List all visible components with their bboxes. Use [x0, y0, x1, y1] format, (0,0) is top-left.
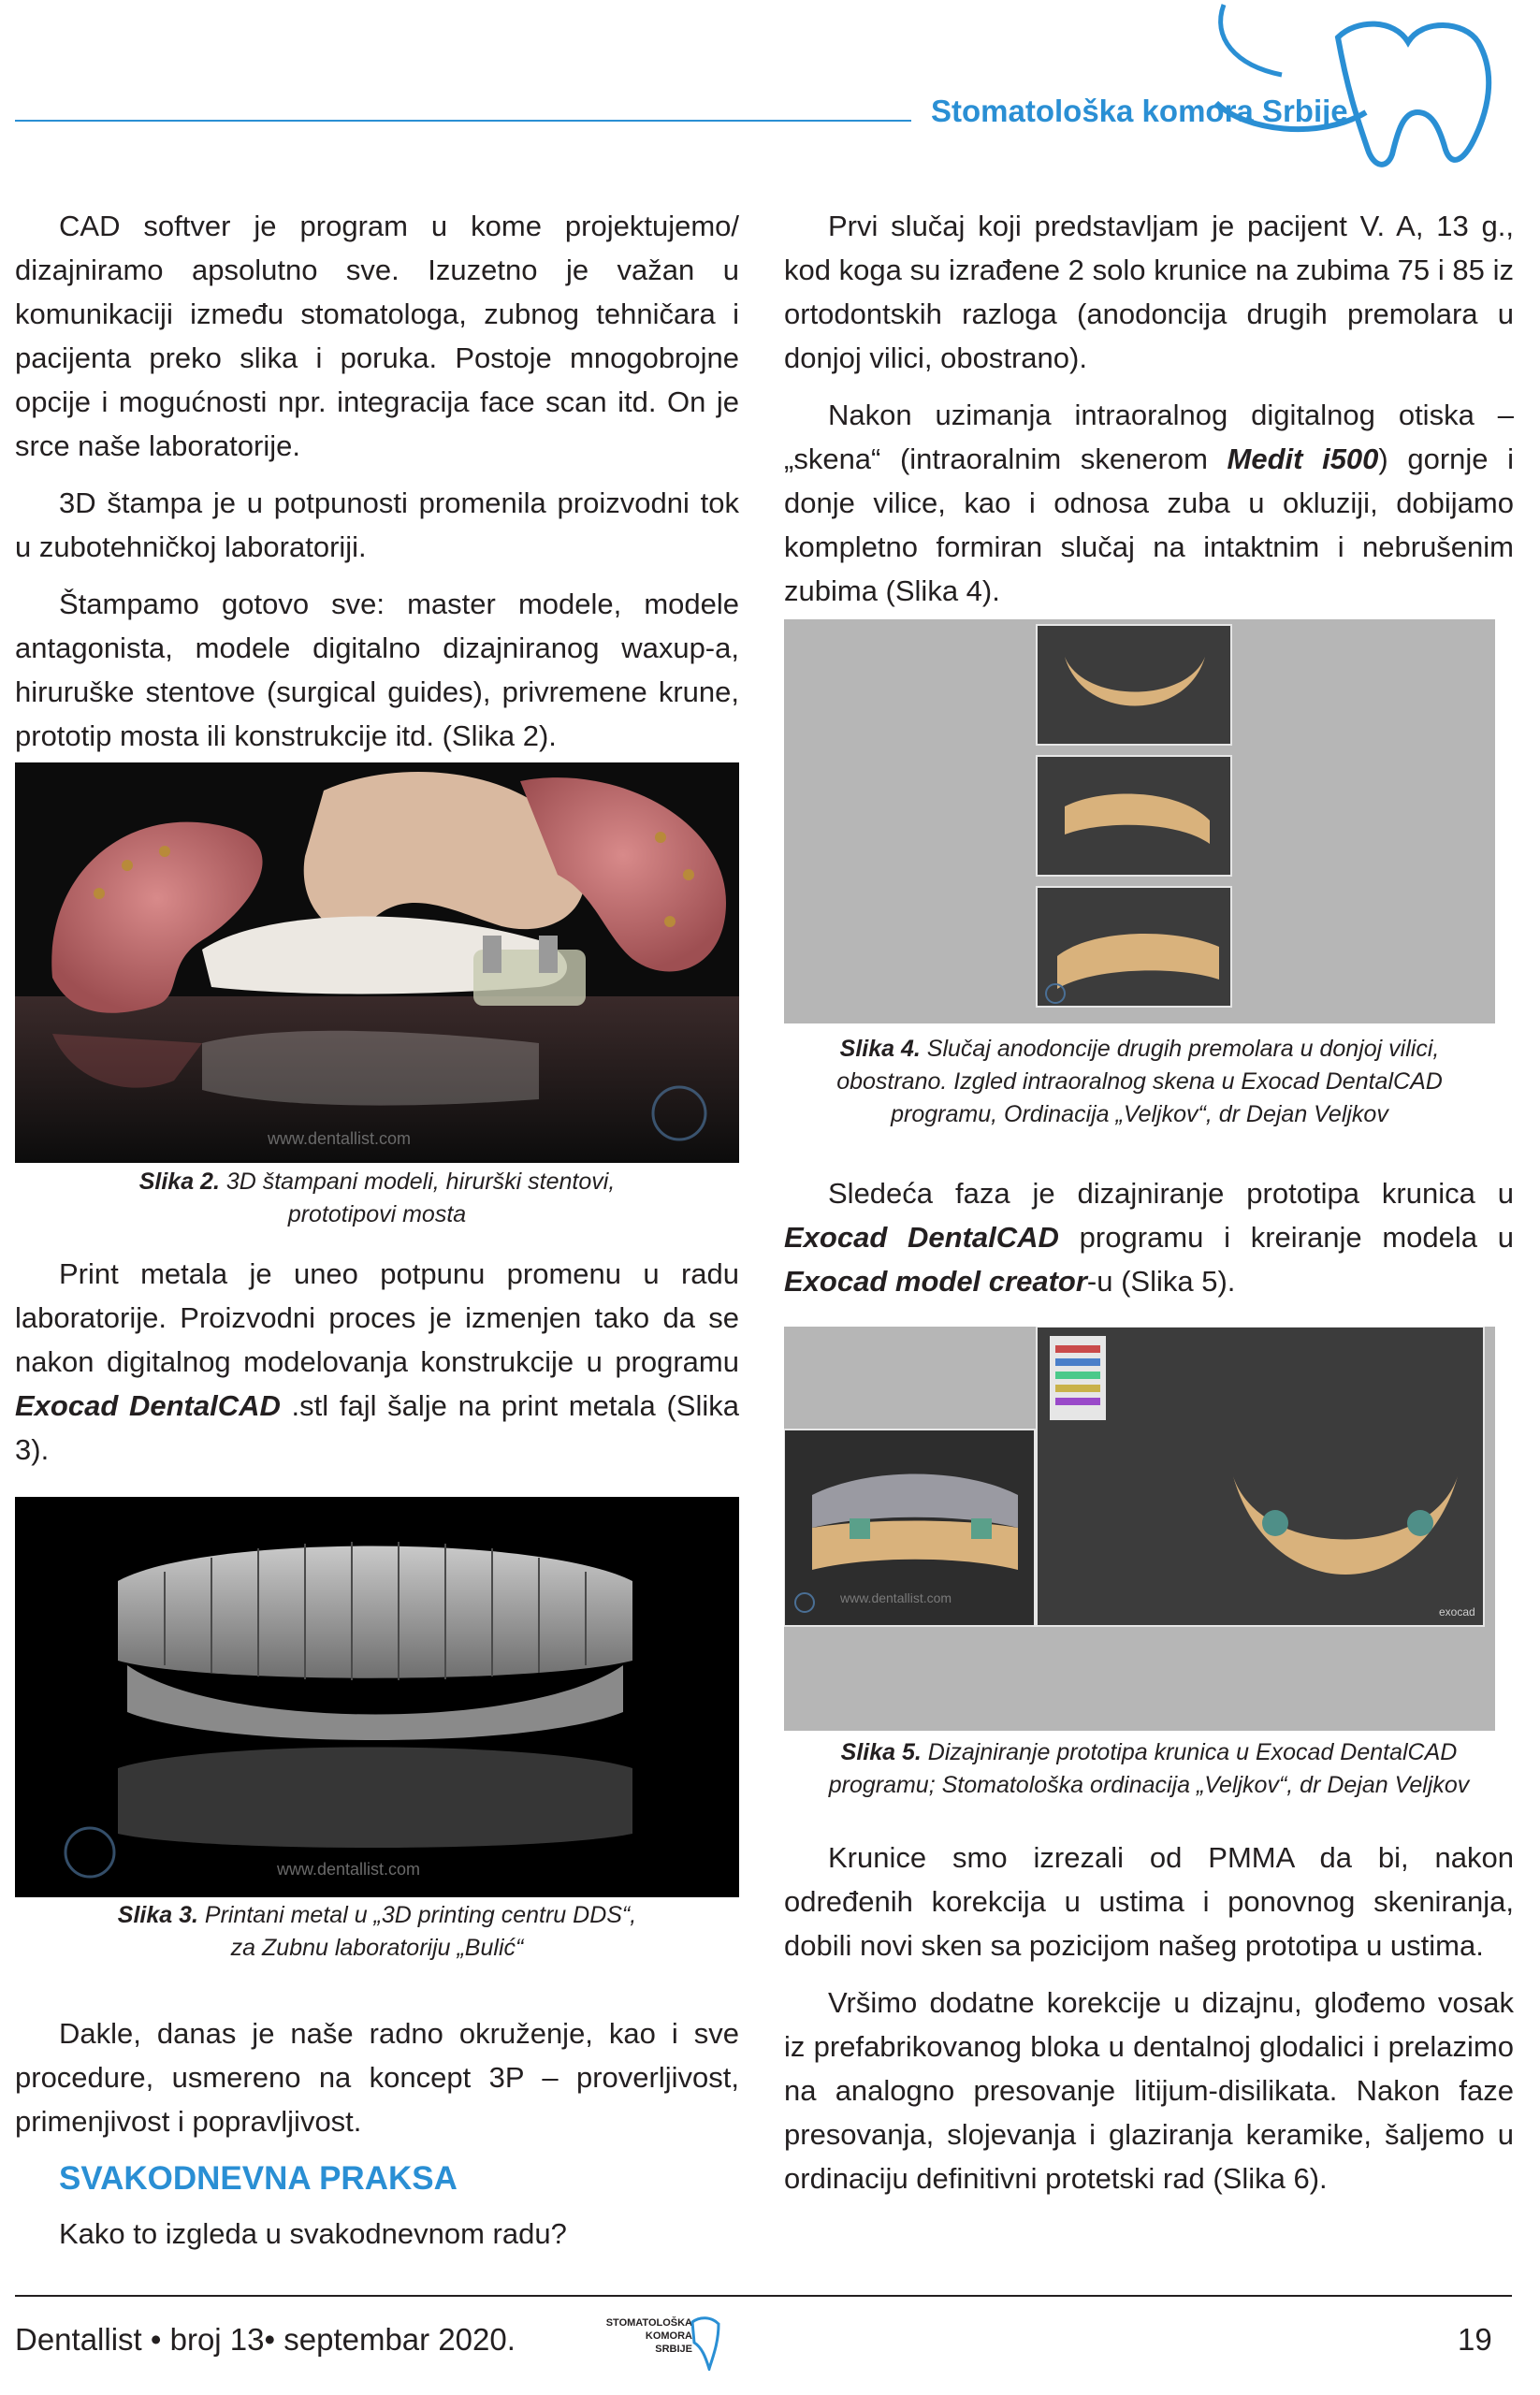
- figure-3-caption: [15, 1899, 739, 1965]
- paragraph: Krunice smo izrezali od PMMA da bi, nakon određenih korekcija u ustima i ponovnog skeniranja, dobili novi sken sa pozicijom našeg prototipa u ustima.: [784, 1841, 1514, 1962]
- scan-panel: [1037, 625, 1231, 745]
- caption-text: Slučaj anodoncije drugih premolara u donjoj vilici,: [920, 1036, 1440, 1062]
- dental-models-photo: [15, 762, 739, 1163]
- exocad-design-screens: [784, 1327, 1495, 1731]
- caption-text: Printani metal u „3D printing centru DDS“,: [197, 1902, 637, 1928]
- header-rule: [15, 120, 911, 122]
- figure-5-image: [784, 1327, 1495, 1731]
- page-number: 19: [1458, 2322, 1492, 2357]
- figure-4-caption: [784, 1033, 1495, 1131]
- paragraph: Print metala je uneo potpunu promenu u radu laboratorije. Proizvodni proces je izmenjen tako da se nakon digitalnog modelovanja konstrukcije u programu Exocad DentalCAD .stl fajl šalje na print metala (Slika 3).: [15, 1257, 739, 1466]
- caption-text: programu, Ordinacija „Veljkov“, dr Dejan Veljkov: [891, 1101, 1388, 1127]
- figure-2-caption: [15, 1166, 739, 1231]
- right-column-bottom: [784, 1836, 1514, 2214]
- paragraph: Dakle, danas je naše radno okruženje, kao i sve procedure, usmereno na koncept 3P – proverljivost, primenjivost i popravljivost.: [15, 2017, 739, 2138]
- caption-text: Dizajniranje prototipa krunica u Exocad DentalCAD: [921, 1739, 1458, 1765]
- section-heading: SVAKODNEVNA PRAKSA: [59, 2160, 458, 2197]
- caption-label: Slika 2.: [138, 1168, 220, 1195]
- figure-2-image: [15, 762, 739, 1163]
- paragraph: CAD softver je program u kome projektujemo/ dizajniramo apsolutno sve. Izuzetno je važan u komunikaciji između stomatologa, zubnog tehničara i pacijenta preko slika i poruka. Postoje mnogobrojne opcije i mogućnosti npr. integracija face scan itd. On je srce naše laboratorije.: [15, 210, 739, 462]
- chamber-logo: [599, 2307, 720, 2382]
- image-watermark: www.dentallist.com: [277, 1860, 421, 1879]
- paragraph: Prvi slučaj koji predstavljam je pacijent V. A, 13 g., kod koga su izrađene 2 solo krunice na zubima 75 i 85 iz ortodontskih razloga (anodoncija drugih premolara u donjoj vilici, obostrano).: [784, 210, 1514, 374]
- paragraph: 3D štampa je u potpunosti promenila proizvodni tok u zubotehničkoj laboratoriji.: [15, 486, 739, 563]
- scan-panel: [1037, 887, 1231, 1007]
- design-panel: [1037, 1327, 1484, 1626]
- scan-panel: [1037, 756, 1231, 876]
- product-name: Exocad DentalCAD: [15, 1389, 281, 1422]
- caption-text: 3D štampani modeli, hirurški stentovi,: [219, 1168, 616, 1195]
- paragraph: Štampamo gotovo sve: master modele, modele antagonista, modele digitalno dizajniranog waxup-a, hiruruške stentove (surgical guides), privremene krune, prototip mosta ili konstrukcije itd. (Slika 2).: [15, 588, 739, 752]
- product-name: Medit i500: [1227, 443, 1379, 475]
- footer-rule: [15, 2295, 1512, 2297]
- left-column-middle: [15, 1252, 739, 1485]
- tooth-logo-icon: [1207, 0, 1525, 173]
- right-column-top: [784, 204, 1514, 626]
- caption-text: za Zubnu laboratoriju „Bulić“: [230, 1935, 524, 1961]
- caption-label: Slika 5.: [840, 1739, 922, 1765]
- caption-text: programu; Stomatološka ordinacija „Veljkov“, dr Dejan Veljkov: [828, 1772, 1470, 1798]
- paragraph: Kako to izgleda u svakodnevnom radu?: [59, 2217, 567, 2250]
- logo-text: KOMORA: [645, 2330, 692, 2342]
- figure-4-image: [784, 619, 1495, 1023]
- logo-text: STOMATOLOŠKA: [605, 2317, 692, 2329]
- caption-label: Slika 4.: [839, 1036, 921, 1062]
- journal-name: Stomatološka komora Srbije: [931, 94, 1348, 128]
- intraoral-scan-screens: [784, 619, 1495, 1023]
- figure-3-image: [15, 1497, 739, 1897]
- figure-5-caption: [784, 1736, 1514, 1802]
- printed-metal-photo: [15, 1497, 739, 1897]
- footer-issue-info: Dentallist • broj 13• septembar 2020.: [15, 2322, 516, 2357]
- caption-text: obostrano. Izgled intraoralnog skena u Exocad DentalCAD: [836, 1068, 1443, 1095]
- right-column-middle: [784, 1171, 1514, 1316]
- caption-text: prototipovi mosta: [287, 1201, 467, 1227]
- paragraph: Sledeća faza je dizajniranje prototipa krunica u Exocad DentalCAD programu i kreiranje modela u Exocad model creator-u (Slika 5).: [784, 1177, 1514, 1298]
- left-column-bottom: [15, 2011, 739, 2269]
- product-name: Exocad model creator: [784, 1265, 1087, 1298]
- paragraph: Vršimo dodatne korekcije u dizajnu, glođemo vosak iz prefabrikovanog bloka u dentalnoj glodalici i prelazimo na analogno presovanje litijum-disilikata. Nakon faze presovanja, slojevanja i glaziranja keramike, šaljemo u ordinaciju definitivni protetski rad (Slika 6).: [784, 1986, 1514, 2195]
- tooth-icon: [690, 2315, 720, 2371]
- left-column-top: [15, 204, 739, 771]
- image-watermark: www.dentallist.com: [840, 1590, 952, 1605]
- logo-text: SRBIJE: [655, 2344, 692, 2355]
- paragraph: Nakon uzimanja intraoralnog digitalnog otiska – „skena“ (intraoralnim skenerom Medit i500) gornje i donje vilice, kao i odnosa zuba u okluziji, dobijamo kompletno formiran slučaj na intaktnim i nebrušenim zubima (Slika 4).: [784, 399, 1514, 607]
- image-watermark: www.dentallist.com: [268, 1129, 412, 1148]
- product-name: Exocad DentalCAD: [784, 1221, 1059, 1254]
- exocad-brand-label: exocad: [1439, 1605, 1475, 1618]
- caption-label: Slika 3.: [117, 1902, 198, 1928]
